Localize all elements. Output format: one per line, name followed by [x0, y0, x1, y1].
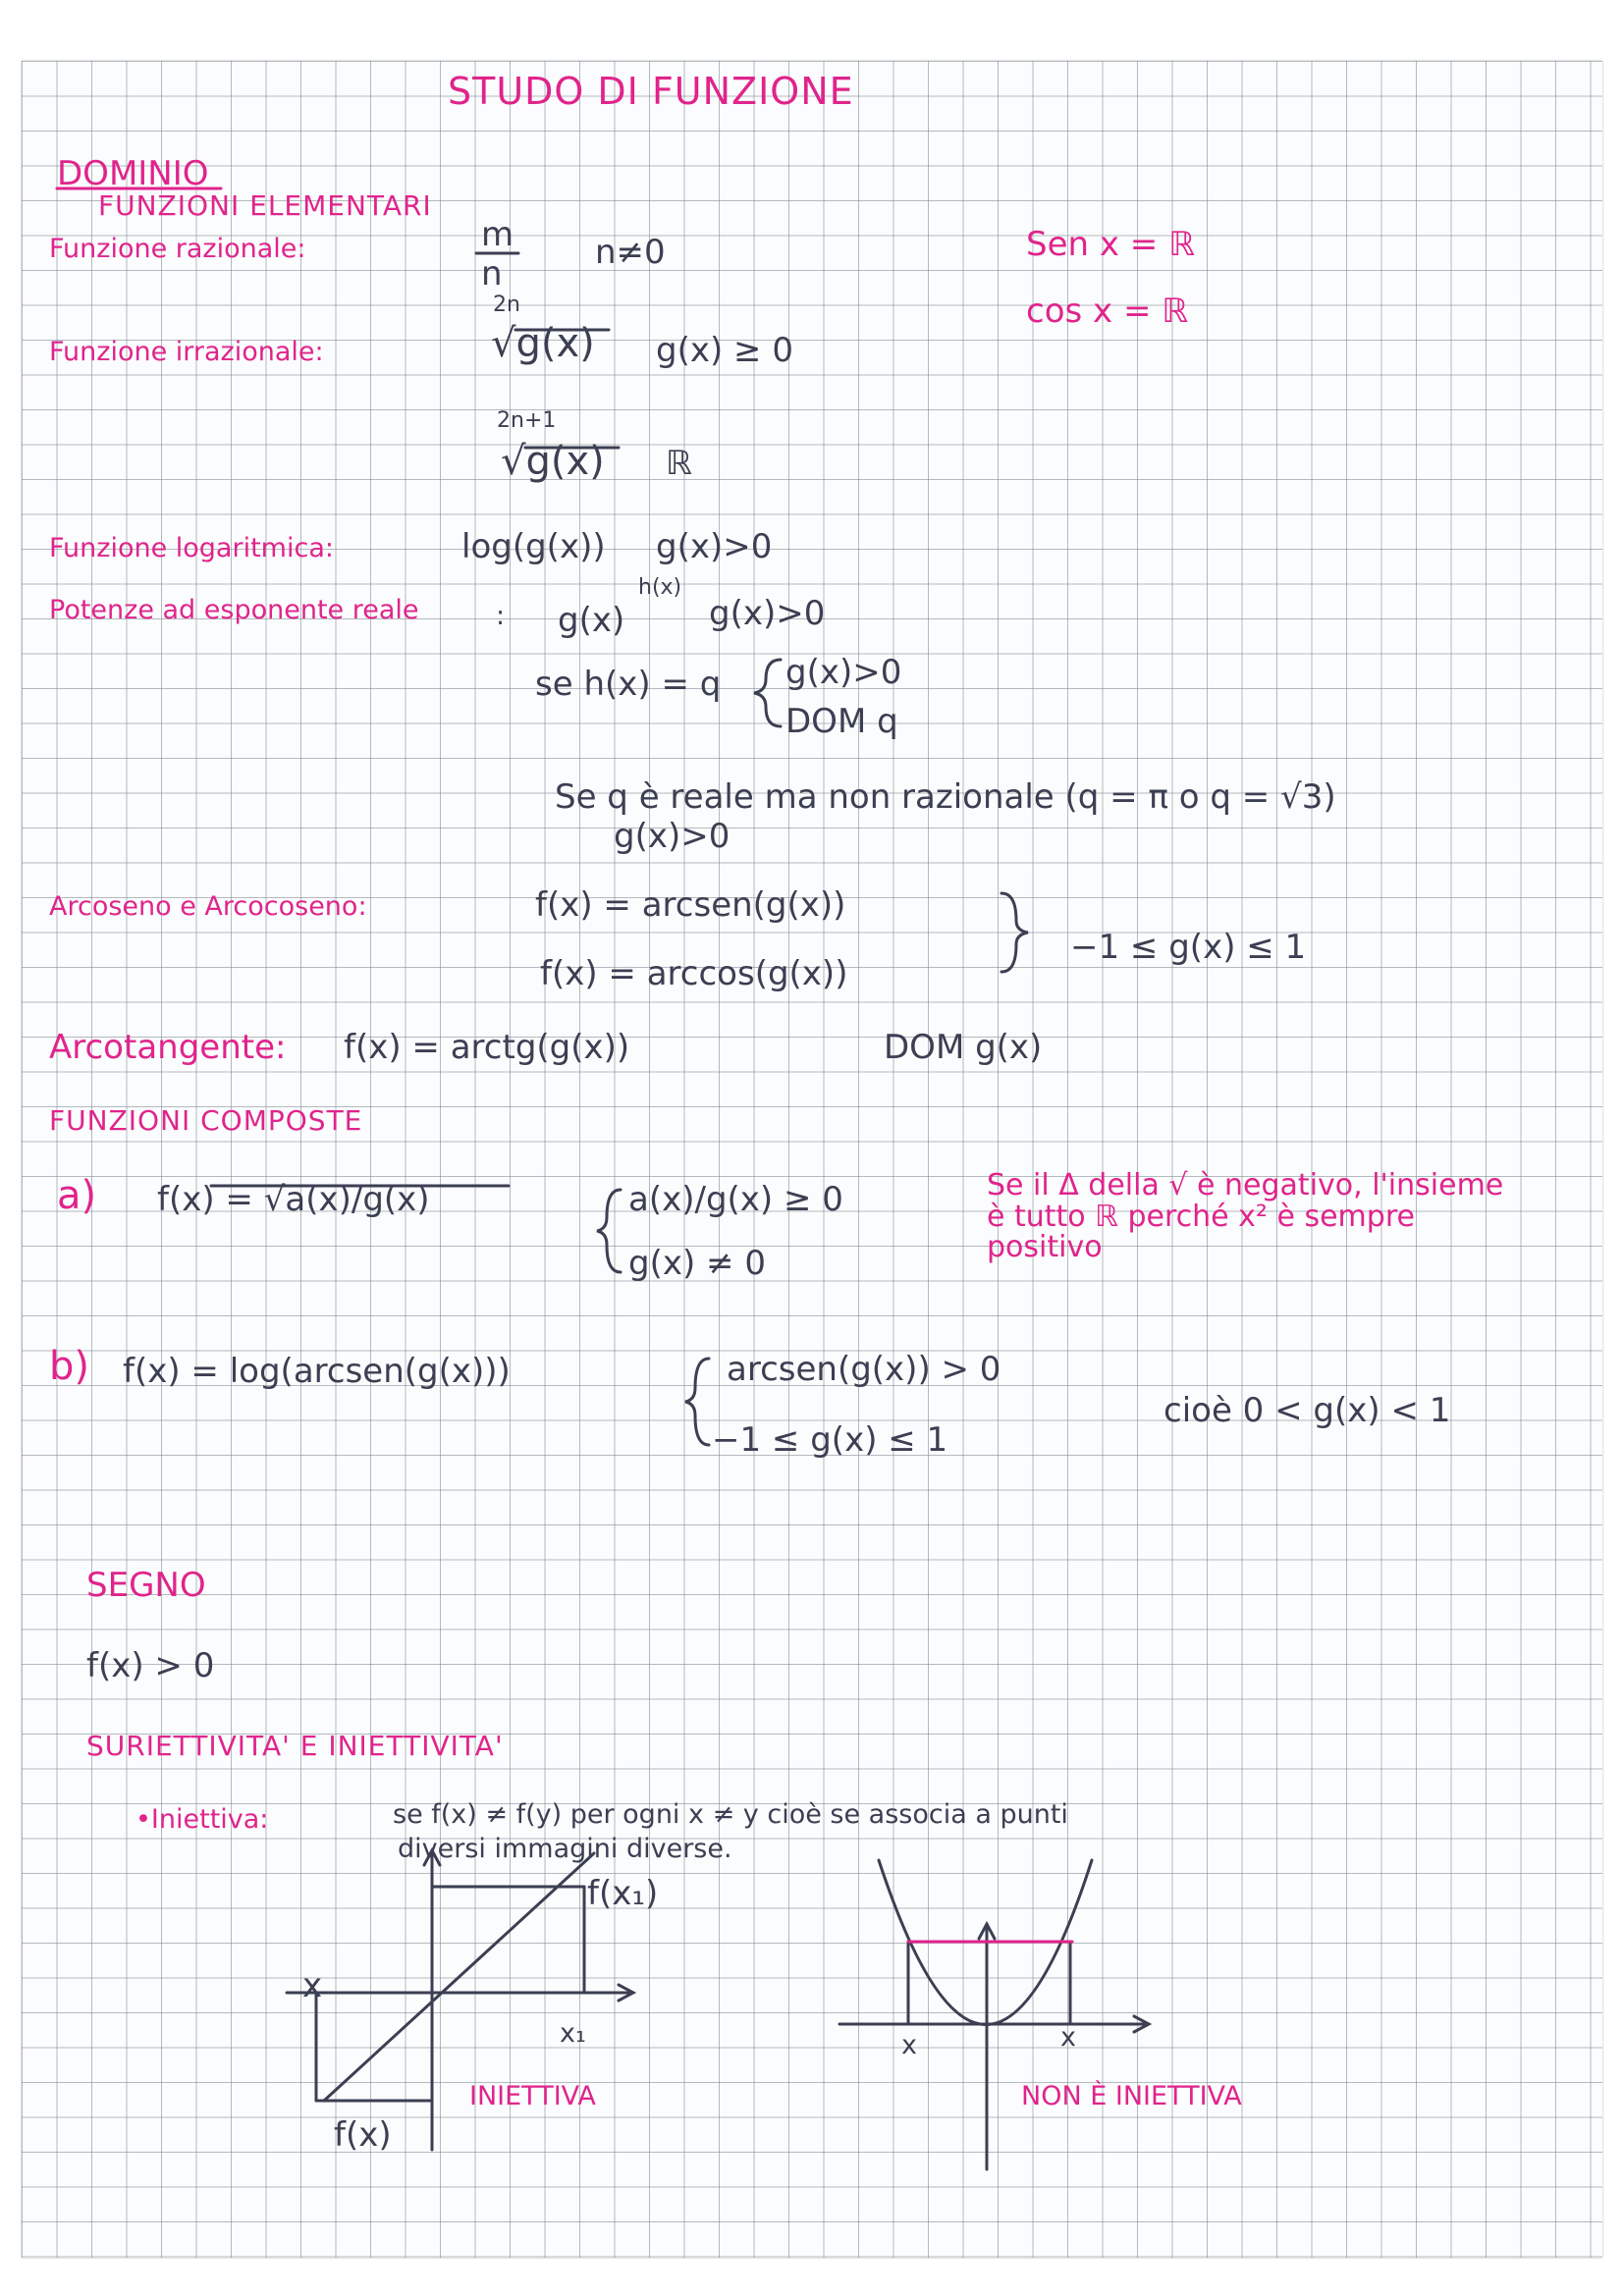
- graph2-caption: NON È INIETTIVA: [1021, 2081, 1242, 2111]
- irrazionale-odd-expr: √g(x): [501, 439, 605, 484]
- graph1-fx-label: f(x): [334, 2115, 392, 2155]
- brace-composte-a: [597, 1190, 621, 1272]
- sin-domain: Sen x = ℝ: [1026, 225, 1196, 264]
- graph1-function-line: [324, 1853, 594, 2101]
- composte-heading: FUNZIONI COMPOSTE: [49, 1104, 363, 1137]
- potenze-note-cond: g(x)>0: [614, 817, 730, 856]
- logaritmica-label: Funzione logaritmica:: [49, 533, 334, 563]
- iniettiva-label: •Iniettiva:: [135, 1804, 269, 1835]
- cos-domain: cos x = ℝ: [1026, 292, 1189, 331]
- page-title: STUDO DI FUNZIONE: [448, 70, 854, 113]
- arcocoseno-expr: f(x) = arccos(g(x)): [540, 954, 848, 993]
- graph1-caption: INIETTIVA: [469, 2081, 596, 2111]
- funzioni-elementari-heading: FUNZIONI ELEMENTARI: [98, 189, 432, 222]
- dominio-heading: DOMINIO: [57, 154, 209, 193]
- graph1-fx1-label: f(x₁): [587, 1874, 659, 1913]
- composte-b-cioe: cioè 0 < g(x) < 1: [1163, 1391, 1451, 1430]
- logaritmica-expr: log(g(x)): [461, 527, 606, 566]
- composte-b-label: b): [49, 1344, 89, 1389]
- iniettiva-definition: se f(x) ≠ f(y) per ogni x ≠ y cioè se associa a punti: [393, 1799, 1068, 1830]
- brace-potenze: [754, 660, 781, 726]
- arcotangente-label: Arcotangente:: [49, 1028, 287, 1067]
- irrazionale-even-cond: g(x) ≥ 0: [656, 331, 793, 370]
- composte-a-note: Se il Δ della √ è negativo, l'insieme è tutto ℝ perché x² è sempre positivo: [987, 1168, 1504, 1264]
- composte-a-cond1: a(x)/g(x) ≥ 0: [628, 1180, 843, 1219]
- composte-a-label: a): [57, 1173, 97, 1218]
- arcoseno-expr: f(x) = arcsen(g(x)): [535, 885, 846, 925]
- irrazionale-even-index: 2n: [493, 293, 520, 317]
- composte-b-cond1: arcsen(g(x)) > 0: [727, 1350, 1001, 1389]
- razionale-label: Funzione razionale:: [49, 234, 306, 264]
- composte-b-expr: f(x) = log(arcsen(g(x))): [123, 1352, 511, 1391]
- potenze-case2: DOM q: [785, 702, 898, 741]
- potenze-label: Potenze ad esponente reale: [49, 595, 419, 625]
- graph2-x-right-label: x: [1060, 2022, 1076, 2053]
- razionale-condition: n≠0: [595, 233, 666, 272]
- logaritmica-cond: g(x)>0: [656, 527, 773, 566]
- potenze-note: Se q è reale ma non razionale (q = π o q = √3): [555, 777, 1336, 817]
- arcoseno-cond: −1 ≤ g(x) ≤ 1: [1070, 928, 1307, 967]
- arcotangente-cond: DOM g(x): [884, 1028, 1043, 1067]
- potenze-case1: g(x)>0: [785, 653, 902, 692]
- potenze-base: g(x): [558, 601, 625, 640]
- irrazionale-odd-cond: ℝ: [666, 444, 692, 483]
- razionale-numerator: m: [481, 215, 514, 254]
- arcoseno-label: Arcoseno e Arcocoseno:: [49, 891, 367, 922]
- irrazionale-label: Funzione irrazionale:: [49, 337, 324, 367]
- suriettivita-heading: SURIETTIVITA' E INIETTIVITA': [86, 1730, 504, 1762]
- potenze-exponent: h(x): [638, 575, 682, 600]
- irrazionale-even-expr: √g(x): [491, 321, 595, 366]
- composte-a-expr: f(x) = √a(x)/g(x): [157, 1180, 430, 1219]
- iniettiva-definition-2: diversi immagini diverse.: [398, 1834, 732, 1864]
- segno-expr: f(x) > 0: [86, 1646, 215, 1685]
- graph2-x-left-label: x: [901, 2030, 917, 2060]
- potenze-se: se h(x) = q: [535, 665, 722, 704]
- graph1-x-left-label: x: [302, 1966, 323, 2005]
- potenze-cond: g(x)>0: [709, 594, 826, 633]
- brace-composte-b: [685, 1359, 709, 1445]
- potenze-colon: :: [496, 601, 506, 631]
- razionale-denominator: n: [481, 254, 503, 294]
- composte-a-cond2: g(x) ≠ 0: [628, 1244, 766, 1283]
- composte-b-cond2: −1 ≤ g(x) ≤ 1: [712, 1420, 948, 1460]
- arcotangente-expr: f(x) = arctg(g(x)): [344, 1028, 630, 1067]
- brace-arcoseno: [1001, 893, 1028, 972]
- graph1-x1-label: x₁: [560, 2018, 586, 2049]
- segno-heading: SEGNO: [86, 1566, 206, 1605]
- irrazionale-odd-index: 2n+1: [497, 408, 557, 433]
